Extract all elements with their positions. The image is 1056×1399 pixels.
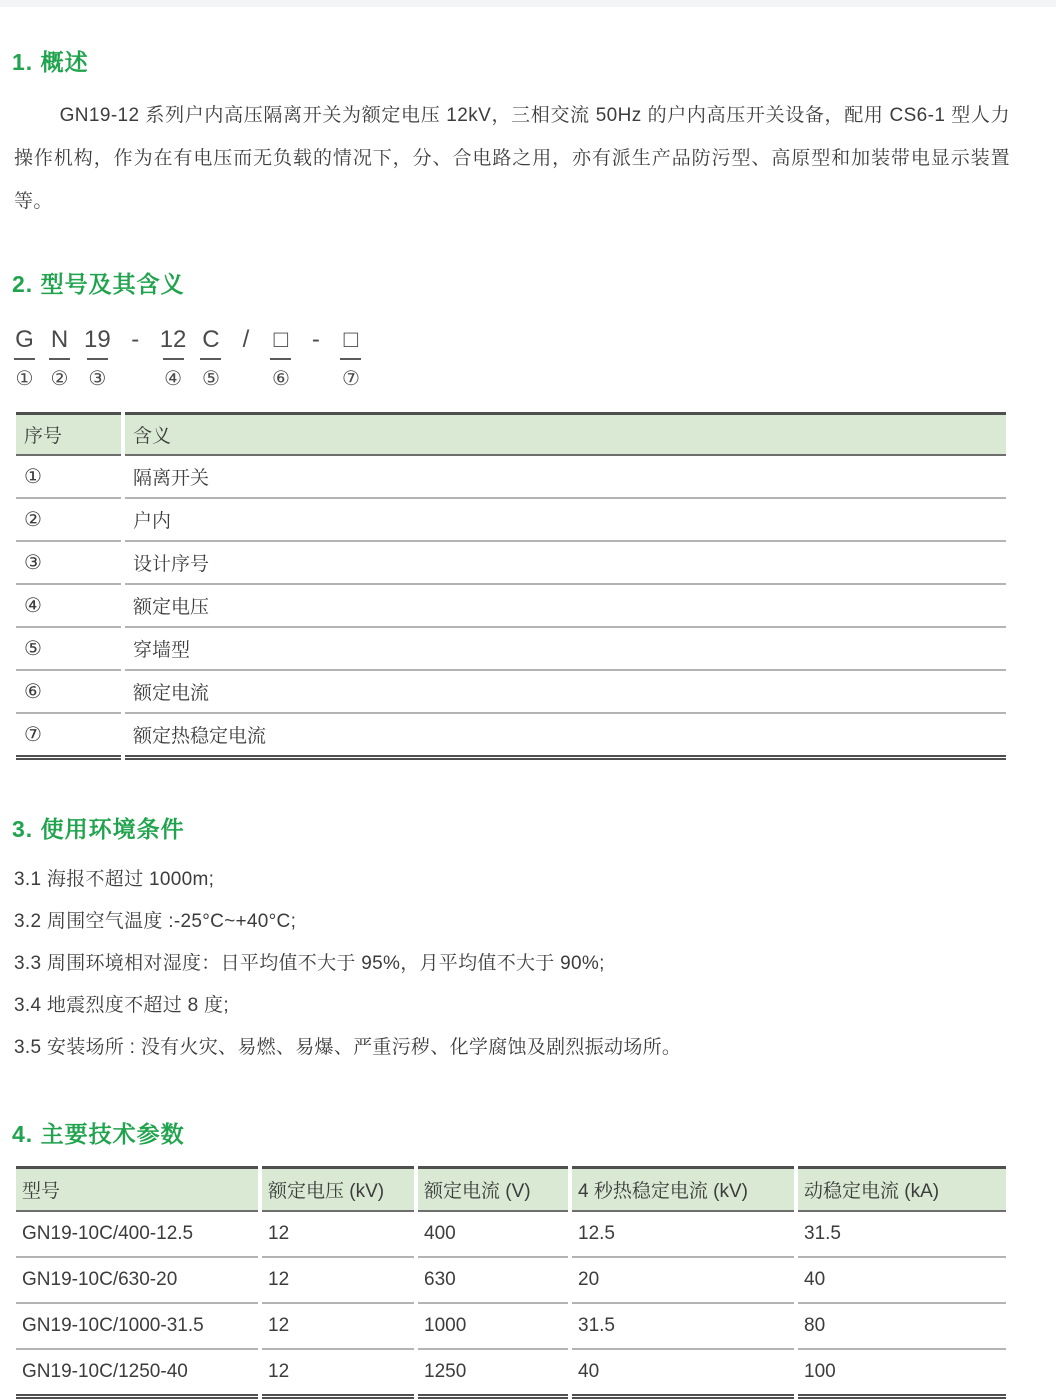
table-row: [16, 456, 1006, 499]
table-cell: 12.5: [572, 1212, 794, 1258]
section-parameters: [12, 1119, 1010, 1399]
table-head: [16, 412, 1006, 456]
environment-conditions-list: [14, 859, 1010, 1069]
model-code-circled-number: [313, 368, 319, 390]
section-4-title: 4. 主要技术参数: [12, 1121, 185, 1147]
row-number-cell: ⑦: [16, 714, 121, 760]
model-code-char: 19: [84, 326, 111, 353]
model-code-underline: [340, 358, 361, 360]
model-code-char: □: [343, 326, 359, 353]
section-model-designation: [12, 269, 1010, 760]
column-header: 含义: [125, 412, 1006, 456]
environment-condition-item: 3.4 地震烈度不超过 8 度;: [14, 995, 229, 1016]
table-cell: 31.5: [572, 1304, 794, 1350]
table-cell: 1250: [418, 1350, 568, 1399]
row-number-cell: ③: [16, 542, 121, 585]
table-cell: 400: [418, 1212, 568, 1258]
model-code-circled-number: ②: [50, 368, 69, 390]
overview-paragraph: GN19-12 系列户内高压隔离开关为额定电压 12kV，三相交流 50Hz 的户内高压开关设备，配用 CS6-1 型人力操作机构，作为在有电压而无负载的情况下，分、合电路之用，亦有派生产品防污型、高原型和加装带电显示装置等。: [14, 105, 1010, 212]
model-code-char: -: [131, 326, 140, 353]
section-1-title: 1. 概述: [12, 49, 89, 75]
table-row: [16, 714, 1006, 760]
model-code-underline: [200, 358, 221, 360]
environment-condition-item: 3.5 安装场所 : 没有火灾、易燃、易爆、严重污秽、化学腐蚀及剧烈振动场所。: [14, 1037, 682, 1058]
model-code-circled-number: ⑦: [341, 368, 360, 390]
model-code-char: /: [242, 326, 250, 353]
model-code-token: [14, 326, 35, 390]
row-meaning-cell: 设计序号: [125, 542, 1006, 585]
table-header-row: [16, 412, 1006, 456]
column-header: 序号: [16, 412, 121, 456]
model-code-char: C: [202, 326, 220, 353]
table-cell: 40: [798, 1258, 1006, 1304]
model-meaning-table: [12, 412, 1010, 760]
model-code-token: [305, 326, 326, 390]
table-row: [16, 1212, 1006, 1258]
table-cell: GN19-10C/400-12.5: [16, 1212, 258, 1258]
table-cell: GN19-10C/1250-40: [16, 1350, 258, 1399]
model-code-char: □: [273, 326, 289, 353]
model-code-circled-number: [243, 368, 249, 390]
column-header: 额定电压 (kV): [262, 1166, 414, 1212]
table-cell: 40: [572, 1350, 794, 1399]
model-code-token: [125, 326, 146, 390]
model-code-char: 12: [159, 326, 187, 353]
table-head: [16, 1166, 1006, 1212]
section-overview: [12, 47, 1010, 223]
model-code-token: [160, 326, 187, 390]
environment-condition-item: 3.1 海报不超过 1000m;: [14, 869, 215, 890]
section-environment: [12, 814, 1010, 1069]
model-code-circled-number: ③: [88, 368, 107, 390]
column-header: 动稳定电流 (kA): [798, 1166, 1006, 1212]
model-code-underline: [270, 358, 291, 360]
table-row: [16, 542, 1006, 585]
table-cell: GN19-10C/630-20: [16, 1258, 258, 1304]
table-row: [16, 585, 1006, 628]
table-cell: 12: [262, 1350, 414, 1399]
model-code-token: [84, 326, 111, 390]
row-meaning-cell: 额定电压: [125, 585, 1006, 628]
environment-condition-item: 3.2 周围空气温度 :-25°C~+40°C;: [14, 911, 297, 932]
row-meaning-cell: 隔离开关: [125, 456, 1006, 499]
table-body: [16, 1212, 1006, 1399]
row-meaning-cell: 额定热稳定电流: [125, 714, 1006, 760]
model-code-char: G: [15, 326, 34, 353]
top-strip: [0, 0, 1056, 7]
model-code-token: [49, 326, 70, 390]
table-cell: 80: [798, 1304, 1006, 1350]
row-number-cell: ②: [16, 499, 121, 542]
table-cell: 100: [798, 1350, 1006, 1399]
model-code-underline: [87, 358, 108, 360]
model-code-token: [270, 326, 291, 390]
table-header-row: [16, 1166, 1006, 1212]
model-code-underline: [49, 358, 70, 360]
row-number-cell: ⑥: [16, 671, 121, 714]
table-row: [16, 628, 1006, 671]
model-code-token: [200, 326, 221, 390]
model-code-circled-number: ④: [164, 368, 183, 390]
environment-condition-item: 3.3 周围环境相对湿度：日平均值不大于 95%，月平均值不大于 90%;: [14, 953, 605, 974]
model-code-circled-number: ⑤: [201, 368, 220, 390]
model-code-underline: [163, 358, 184, 360]
table-row: [16, 499, 1006, 542]
model-code-token: [235, 326, 256, 390]
model-code-underline: [14, 358, 35, 360]
table-row: [16, 1304, 1006, 1350]
table-row: [16, 1258, 1006, 1304]
table-row: [16, 1350, 1006, 1399]
row-meaning-cell: 额定电流: [125, 671, 1006, 714]
table-cell: 1000: [418, 1304, 568, 1350]
column-header: 4 秒热稳定电流 (kV): [572, 1166, 794, 1212]
row-number-cell: ④: [16, 585, 121, 628]
row-meaning-cell: 户内: [125, 499, 1006, 542]
table-body: [16, 456, 1006, 760]
model-code-circled-number: ①: [15, 368, 34, 390]
model-code-token: [340, 326, 361, 390]
table-cell: 630: [418, 1258, 568, 1304]
model-code-circled-number: ⑥: [271, 368, 290, 390]
column-header: 额定电流 (V): [418, 1166, 568, 1212]
model-code-circled-number: [132, 368, 138, 390]
table-cell: 31.5: [798, 1212, 1006, 1258]
section-2-title: 2. 型号及其含义: [12, 271, 185, 297]
table-cell: 12: [262, 1212, 414, 1258]
model-code-char: N: [50, 326, 69, 353]
row-meaning-cell: 穿墙型: [125, 628, 1006, 671]
technical-parameters-table: [12, 1166, 1010, 1399]
model-code-diagram: [14, 326, 1010, 390]
column-header: 型号: [16, 1166, 258, 1212]
table-row: [16, 671, 1006, 714]
table-cell: 12: [262, 1258, 414, 1304]
document-page: [0, 47, 1056, 1399]
table-cell: 12: [262, 1304, 414, 1350]
row-number-cell: ①: [16, 456, 121, 499]
row-number-cell: ⑤: [16, 628, 121, 671]
section-3-title: 3. 使用环境条件: [12, 816, 185, 842]
table-cell: 20: [572, 1258, 794, 1304]
model-code-char: -: [311, 326, 320, 353]
table-cell: GN19-10C/1000-31.5: [16, 1304, 258, 1350]
